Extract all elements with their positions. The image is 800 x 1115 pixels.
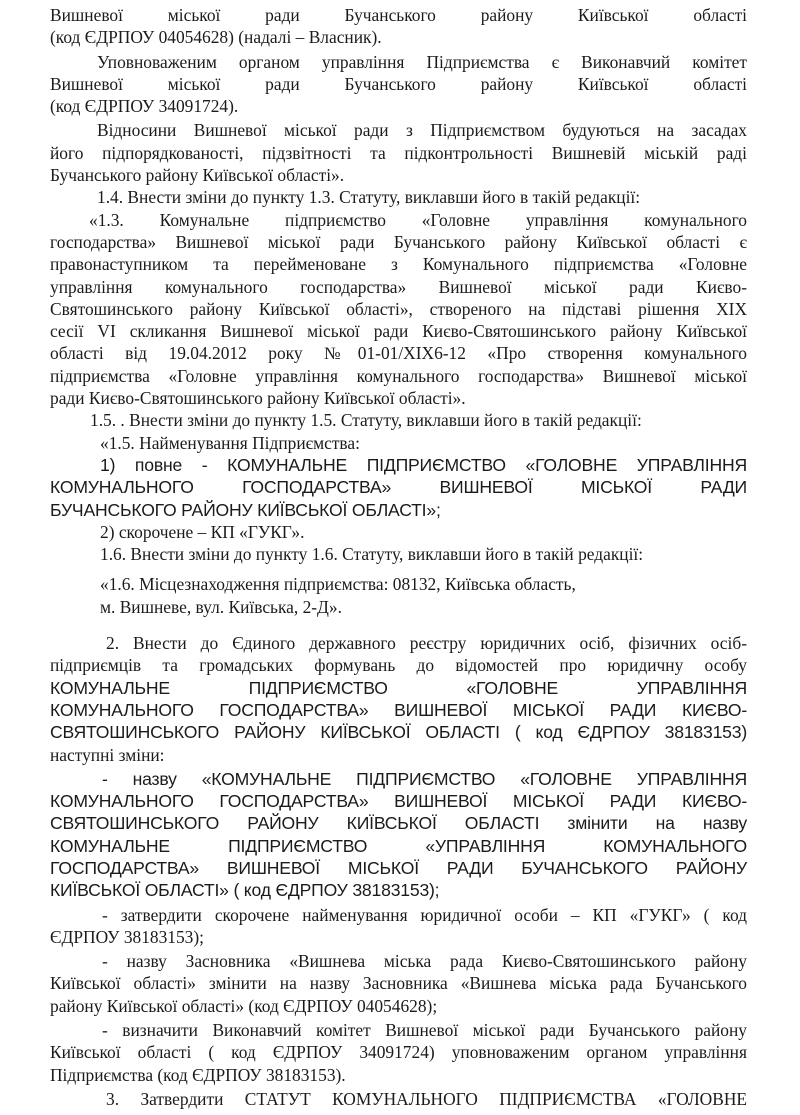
text-line: (код ЄДРПОУ 34091724). xyxy=(50,96,239,117)
text-line: 2. Внести до Єдиного державного реєстру юридичних осіб, фізичних осіб- xyxy=(106,633,747,654)
text-line: ради Києво-Святошинського району Київської області». xyxy=(50,388,466,409)
text-line: Київської області» змінити на назву Засновника «Вишнева міська рада Бучанського xyxy=(50,973,747,994)
text-line: Святошинського району Київської області», створеного на підставі рішення XIX xyxy=(50,298,747,319)
text-line: 1.4. Внести зміни до пункту 1.3. Статуту, виклавши його в такій редакції: xyxy=(97,187,641,208)
text-line: КИЇВСЬКОЇ ОБЛАСТІ» ( код ЄДРПОУ 38183153); xyxy=(50,880,440,901)
text-line: його підпорядкованості, підзвітності та підконтрольності Вишневій міській раді xyxy=(50,142,747,163)
text-line: ЄДРПОУ 38183153); xyxy=(50,926,205,947)
text-line: СВЯТОШИНСЬКОГО РАЙОНУ КИЇВСЬКОЇ ОБЛАСТІ змінити на назву xyxy=(50,813,747,834)
text-line: м. Вишневе, вул. Київська, 2-Д». xyxy=(100,596,342,617)
text-line: «1.5. Найменування Підприємства: xyxy=(100,432,360,453)
text-line: Вишневої міської ради Бучанського району Київської області xyxy=(50,73,747,94)
text-line: 1.5. . Внести зміни до пункту 1.5. Статуту, виклавши його в такій редакції: xyxy=(90,410,642,431)
text-line: 1.6. Внести зміни до пункту 1.6. Статуту, виклавши його в такій редакції: xyxy=(100,544,644,565)
text-line: СВЯТОШИНСЬКОГО РАЙОНУ КИЇВСЬКОЇ ОБЛАСТІ ( код ЄДРПОУ 38183153) xyxy=(50,722,747,743)
text-line: «1.3. Комунальне підприємство «Головне управління комунального xyxy=(89,209,747,230)
text-line: Відносини Вишневої міської ради з Підприємством будуються на засадах xyxy=(97,120,747,141)
text-line: підприємства «Головне управління комунального господарства» Вишневої міської xyxy=(50,365,747,386)
text-line: господарства» Вишневої міської ради Бучанського району Київської області є xyxy=(50,231,747,252)
text-line: КОМУНАЛЬНЕ ПІДПРИЄМСТВО «ГОЛОВНЕ УПРАВЛІННЯ xyxy=(50,677,747,698)
text-line: КОМУНАЛЬНОГО ГОСПОДАРСТВА» ВИШНЕВОЇ МІСЬКОЇ РАДИ КИЄВО- xyxy=(50,699,747,720)
document-page xyxy=(50,4,747,1110)
text-line: КОМУНАЛЬНЕ ПІДПРИЄМСТВО «УПРАВЛІННЯ КОМУНАЛЬНОГО xyxy=(50,835,747,856)
text-line: - затвердити скорочене найменування юридичної особи – КП «ГУКГ» ( код xyxy=(102,904,747,925)
text-line: Підприємства (код ЄДРПОУ 38183153). xyxy=(50,1064,346,1085)
text-line: області від 19.04.2012 року №01-01/XIX6-12 «Про створення комунального xyxy=(50,343,747,364)
text-line: Бучанського району Київської області». xyxy=(50,165,345,186)
text-line: (код ЄДРПОУ 04054628) (надалі – Власник). xyxy=(50,27,382,48)
text-line: 1) повне - КОМУНАЛЬНЕ ПІДПРИЄМСТВО «ГОЛОВНЕ УПРАВЛІННЯ xyxy=(100,454,747,475)
text-line: ГОСПОДАРСТВА» ВИШНЕВОЇ МІСЬКОЇ РАДИ БУЧАНСЬКОГО РАЙОНУ xyxy=(50,857,747,878)
text-line: району Київської області» (код ЄДРПОУ 04054628); xyxy=(50,995,438,1016)
text-line: КОМУНАЛЬНОГО ГОСПОДАРСТВА» ВИШНЕВОЇ МІСЬКОЇ РАДИ КИЄВО- xyxy=(50,791,747,812)
text-line: 3. Затвердити СТАТУТ КОМУНАЛЬНОГО ПІДПРИЄМСТВА «ГОЛОВНЕ xyxy=(106,1088,747,1109)
text-line: Уповноваженим органом управління Підприємства є Виконавчий комітет xyxy=(97,51,747,72)
text-line: сесії VI скликання Вишневої міської ради Києво-Святошинського району Київської xyxy=(50,321,747,342)
text-line: управління комунального господарства» Вишневої міської ради Києво- xyxy=(50,276,747,297)
text-line: Київської області ( код ЄДРПОУ 34091724) уповноваженим органом управління xyxy=(50,1042,747,1063)
text-line: 2) скорочене – КП «ГУКГ». xyxy=(100,521,305,542)
text-line: БУЧАНСЬКОГО РАЙОНУ КИЇВСЬКОЇ ОБЛАСТІ»; xyxy=(50,499,441,520)
text-line: наступні зміни: xyxy=(50,744,165,765)
text-line: «1.6. Місцезнаходження підприємства: 08132, Київська область, xyxy=(100,574,576,595)
text-line: - визначити Виконавчий комітет Вишневої міської ради Бучанського району xyxy=(102,1020,747,1041)
text-line: підприємців та громадських формувань до відомостей про юридичну особу xyxy=(50,655,747,676)
text-line: - назву «КОМУНАЛЬНЕ ПІДПРИЄМСТВО «ГОЛОВНЕ УПРАВЛІННЯ xyxy=(102,768,747,789)
text-line: КОМУНАЛЬНОГО ГОСПОДАРСТВА» ВИШНЕВОЇ МІСЬКОЇ РАДИ xyxy=(50,477,747,498)
text-line: правонаступником та перейменоване з Комунального підприємства «Головне xyxy=(50,254,747,275)
text-line: - назву Засновника «Вишнева міська рада Києво-Святошинського району xyxy=(102,951,747,972)
text-line: Вишневої міської ради Бучанського району Київської області xyxy=(50,5,747,25)
